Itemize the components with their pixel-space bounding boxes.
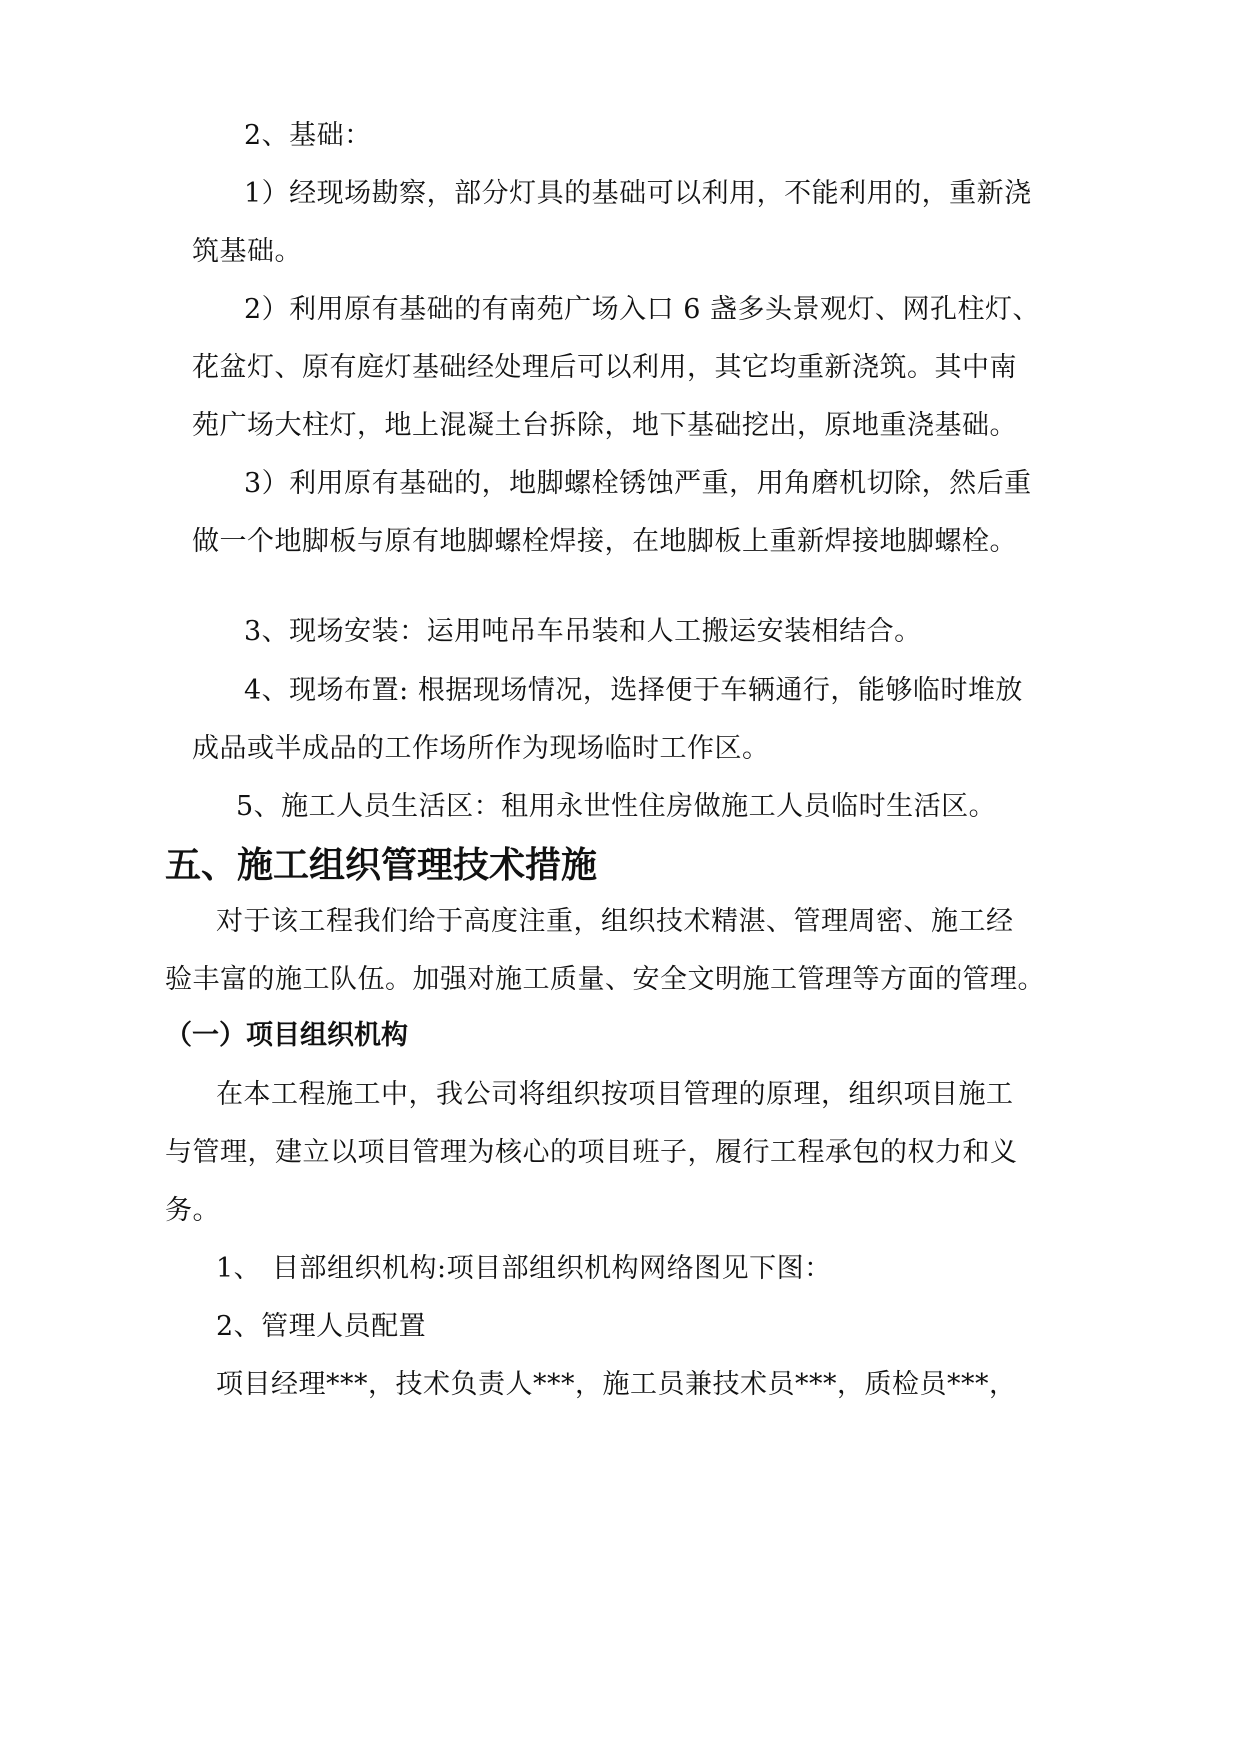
chapter-heading: 五、施工组织管理技术措施 bbox=[165, 845, 598, 886]
org-item1-number: 1、 bbox=[216, 1253, 262, 1284]
section-four-line1: 4、现场布置: 根据现场情况，选择便于车辆通行，能够临时堆放 bbox=[244, 675, 1023, 706]
org-paragraph-line1: 在本工程施工中，我公司将组织按项目管理的原理，组织项目施工 bbox=[216, 1079, 1014, 1110]
section-two-title: 2、基础： bbox=[244, 120, 372, 151]
org-paragraph-line3: 务。 bbox=[165, 1195, 220, 1226]
section-two-item1-line1: 1）经现场勘察，部分灯具的基础可以利用，不能利用的，重新浇 bbox=[244, 178, 1032, 209]
section-two-item2-line3: 苑广场大柱灯，地上混凝土台拆除，地下基础挖出，原地重浇基础。 bbox=[192, 410, 1017, 441]
org-item2: 2、管理人员配置 bbox=[216, 1311, 427, 1342]
section-two-item3-line2: 做一个地脚板与原有地脚螺栓焊接，在地脚板上重新焊接地脚螺栓。 bbox=[192, 526, 1017, 557]
section-two-item2-line2: 花盆灯、原有庭灯基础经处理后可以利用，其它均重新浇筑。其中南 bbox=[192, 352, 1017, 383]
section-two-item1-line2: 筑基础。 bbox=[192, 236, 302, 267]
org-item1-text: 目部组织机构:项目部组织机构网络图见下图： bbox=[272, 1253, 832, 1284]
section-four-line2: 成品或半成品的工作场所作为现场临时工作区。 bbox=[192, 733, 770, 764]
section-two-item2-line1: 2）利用原有基础的有南苑广场入口 6 盏多头景观灯、网孔柱灯、 bbox=[244, 294, 1041, 325]
chapter-intro-line2: 验丰富的施工队伍。加强对施工质量、安全文明施工管理等方面的管理。 bbox=[165, 964, 1045, 995]
subheading-project-organization: （一）项目组织机构 bbox=[165, 1020, 408, 1051]
staff-line: 项目经理***，技术负责人***，施工员兼技术员***，质检员***， bbox=[216, 1369, 1017, 1400]
org-paragraph-line2: 与管理，建立以项目管理为核心的项目班子，履行工程承包的权力和义 bbox=[165, 1137, 1018, 1168]
section-three-paragraph: 3、现场安装：运用吨吊车吊装和人工搬运安装相结合。 bbox=[244, 616, 922, 647]
section-two-item3-line1: 3）利用原有基础的，地脚螺栓锈蚀严重，用角磨机切除，然后重 bbox=[244, 468, 1032, 499]
chapter-intro-line1: 对于该工程我们给于高度注重，组织技术精湛、管理周密、施工经 bbox=[216, 906, 1014, 937]
section-five-paragraph: 5、施工人员生活区：租用永世性住房做施工人员临时生活区。 bbox=[236, 791, 997, 822]
